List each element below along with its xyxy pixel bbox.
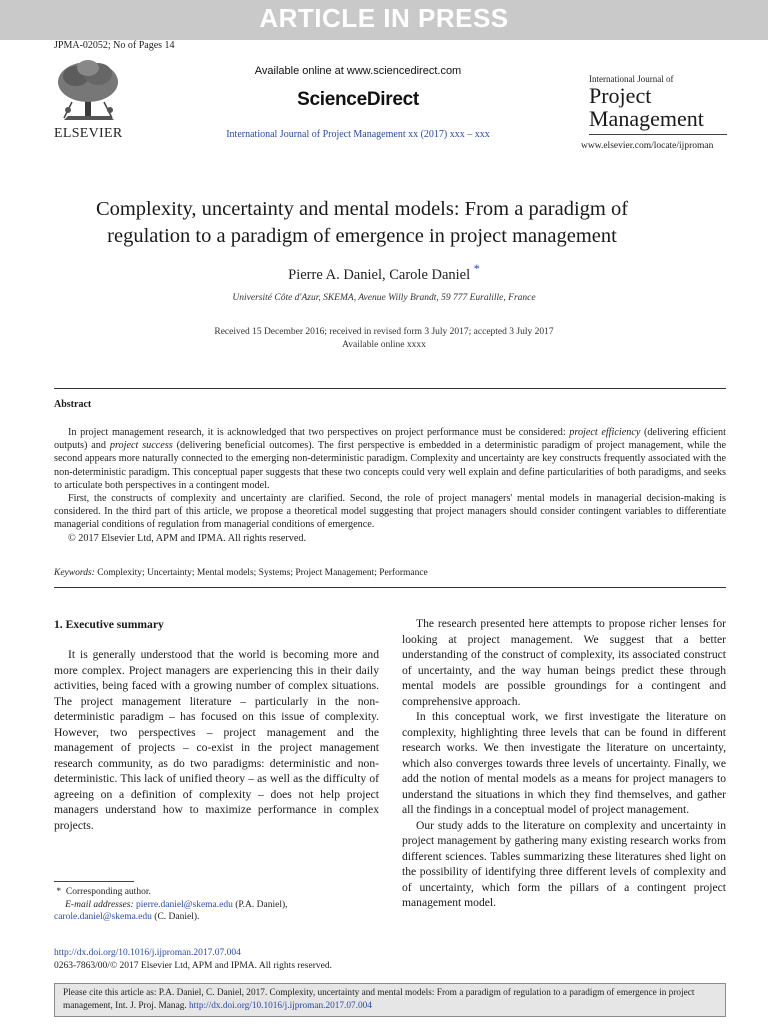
- abstract-body: [54, 426, 726, 545]
- available-online-date: Available online xxxx: [342, 340, 426, 350]
- received-dates: Received 15 December 2016; received in revised form 3 July 2017; accepted 3 July 2017: [214, 327, 554, 337]
- journal-logo-prefix: International Journal of: [589, 74, 674, 84]
- keywords-label: Keywords:: [54, 568, 95, 578]
- abstract-copyright: © 2017 Elsevier Ltd, APM and IPMA. All rights reserved.: [68, 532, 307, 544]
- elsevier-tree-logo: [54, 58, 124, 124]
- email-link-carole[interactable]: carole.daniel@skema.edu: [54, 912, 152, 922]
- doi-link[interactable]: http://dx.doi.org/10.1016/j.ijproman.2017.07.004: [54, 948, 241, 958]
- email-addresses: E-mail addresses: pierre.daniel@skema.edu (P.A. Daniel),: [65, 899, 288, 910]
- article-id: JPMA-02052; No of Pages 14: [54, 40, 175, 51]
- abstract-top-rule: [54, 388, 726, 389]
- body-column-left: [54, 647, 379, 833]
- article-title: [54, 196, 670, 250]
- publisher-name: ELSEVIER: [54, 126, 123, 141]
- journal-reference-link[interactable]: International Journal of Project Management xx (2017) xxx – xxx: [226, 129, 490, 140]
- body-paragraph: It is generally understood that the world is becoming more and more complex. Project managers are experiencing this in their daily activities, being faced with a growing number of complex situations. The project management literature – particularly in the non-deterministic paradigm – has focused on this issue of complexity. However, two perspectives – project management and the management of projects – co-exist in the project management research community, as do two paradigms: deterministic and non-deterministic. This lack of unified theory – as well as the difficulty of agreeing on a definition of complexity – does not help project managers understand how to maximize performance in complex projects.: [54, 648, 379, 832]
- footnote-rule: [54, 881, 134, 882]
- body-column-right: [402, 616, 726, 911]
- journal-logo-divider: [589, 134, 727, 135]
- section-heading: 1. Executive summary: [54, 618, 164, 631]
- citation-doi-link[interactable]: http://dx.doi.org/10.1016/j.ijproman.2017.07.004: [189, 1001, 372, 1011]
- abstract-paragraph-1: In project management research, it is acknowledged that two perspectives on project performance must be considered: project efficiency (delivering efficient outputs) and project success (delivering beneficial outcomes). The first perspective is embedded in a deterministic paradigm of project management, while the second appears more naturally connected to the emerging non-deterministic paradigm. Complexity and uncertainty are key constructs frequently associated with the non-deterministic paradigm. This conceptual paper suggests that these two concepts could very well explain and define particularities of both paradigms, and seeks to articulate both perspectives in a contingent model.: [54, 427, 726, 491]
- keywords: [54, 568, 726, 578]
- available-online-link[interactable]: Available online at www.sciencedirect.com: [254, 65, 462, 77]
- footnote: [54, 886, 384, 924]
- affiliation: Université Côte d'Azur, SKEMA, Avenue Willy Brandt, 59 777 Euralille, France: [232, 293, 536, 303]
- journal-logo-line1: Project: [589, 83, 652, 108]
- corresponding-author-note: * Corresponding author.: [56, 887, 151, 897]
- title-line-1: Complexity, uncertainty and mental models: From a paradigm of: [95, 198, 629, 220]
- abstract-heading: Abstract: [54, 399, 92, 410]
- journal-url-link[interactable]: www.elsevier.com/locate/ijproman: [581, 141, 714, 151]
- issn-copyright: 0263-7863/00/© 2017 Elsevier Ltd, APM and IPMA. All rights reserved.: [54, 961, 332, 971]
- body-paragraph: The research presented here attempts to propose richer lenses for looking at project management. We suggest that a better understanding of the construct of complexity, its associated construct of uncertainty, and the way human beings predict these through mental models are possible groundings for a contingent and comprehensive approach.: [402, 617, 726, 708]
- email-link-pierre[interactable]: pierre.daniel@skema.edu: [136, 899, 233, 910]
- keywords-list: Complexity; Uncertainty; Mental models; Systems; Project Management; Performance: [97, 568, 428, 578]
- sciencedirect-logo: ScienceDirect: [297, 89, 419, 110]
- author-names: Pierre A. Daniel, Carole Daniel: [288, 266, 471, 283]
- citation-text: Please cite this article as: P.A. Daniel, C. Daniel, 2017. Complexity, uncertainty and mental models: From a paradigm of regulation to a paradigm of emergence in project management, Int. J. Proj. Manag. http://dx.doi.org/10.1016/j.ijproman.2017.07.004: [63, 988, 695, 1011]
- corresponding-author-marker[interactable]: *: [473, 262, 480, 276]
- abstract-bottom-rule: [54, 587, 726, 588]
- email-label: E-mail addresses:: [65, 899, 134, 910]
- banner-label: ARTICLE IN PRESS: [259, 3, 509, 33]
- abstract-paragraph-2: First, the constructs of complexity and uncertainty are clarified. Second, the role of project managers' mental models in managerial decision-making is considered. In the third part of this article, we propose a theoretical model suggesting that project managers should consider contingent variables to differentiate managerial conditions of regulation from managerial conditions of emergence.: [54, 493, 726, 531]
- authors: [0, 262, 768, 284]
- title-line-2: regulation to a paradigm of emergence in project management: [107, 225, 617, 247]
- journal-logo-line2: Management: [589, 106, 704, 131]
- body-paragraph: In this conceptual work, we first investigate the literature on complexity, highlighting three levels that can be found in different research works. We then investigate the literature on uncertainty, which also converges towards three levels of uncertainty. Finally, we add the notion of mental models as a means for project managers to understand the situations in which they find themselves, and gather all the findings in a conceptual model of project management.: [402, 710, 726, 816]
- email-addresses-cont: carole.daniel@skema.edu (C. Daniel).: [54, 912, 200, 922]
- body-paragraph: Our study adds to the literature on complexity and uncertainty in project management by gathering many existing research works from different sciences. Tables summarizing these literatures shed light on the possibility of identifying three different levels of complexity and of uncertainty, which form the pillars of a contingent project management model.: [402, 818, 726, 909]
